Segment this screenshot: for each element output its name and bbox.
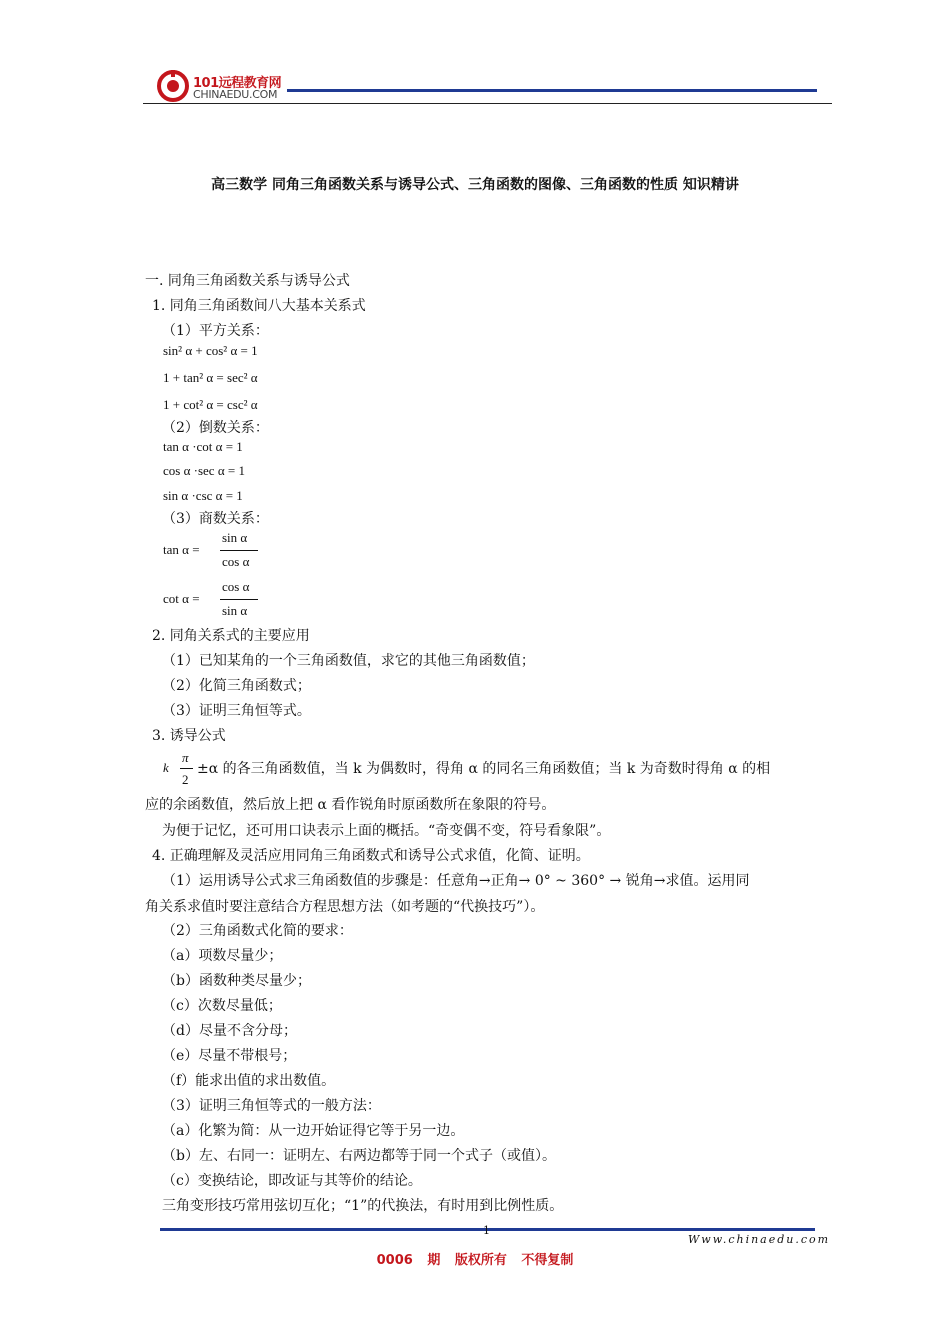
subsection-heading: 2. 同角关系式的主要应用	[152, 628, 310, 644]
formula-k: k	[163, 760, 169, 775]
list-item: （c）次数尽量低；	[162, 998, 282, 1014]
list-item: （a）项数尽量少；	[162, 948, 283, 964]
page-number: 1	[483, 1224, 490, 1237]
list-item: （2）化简三角函数式；	[162, 678, 311, 694]
header-rule	[143, 103, 832, 104]
section-heading: 一. 同角三角函数关系与诱导公式	[145, 273, 350, 289]
logo-text-cn: 101远程教育网	[193, 76, 282, 91]
list-item: （1）已知某角的一个三角函数值，求它的其他三角函数值；	[162, 653, 535, 669]
formula-quotient-tan	[163, 530, 273, 574]
header-rule-blue	[287, 89, 817, 92]
document-title: 高三数学 同角三角函数关系与诱导公式、三角函数的图像、三角函数的性质 知识精讲	[211, 177, 739, 193]
paragraph-line: 为便于记忆，还可用口诀表示上面的概括。“奇变偶不变，符号看象限”。	[162, 823, 611, 839]
subsection-heading: 3. 诱导公式	[152, 728, 226, 744]
item-label: （1）平方关系：	[162, 323, 269, 339]
list-item: （b）左、右同一：证明左、右两边都等于同一个式子（或值）。	[162, 1148, 556, 1164]
formula-lhs: tan α =	[163, 542, 200, 557]
logo-text-en: CHINAEDU.COM	[193, 88, 278, 101]
formula-lhs: cot α =	[163, 591, 200, 606]
formula-induction-prefix	[160, 750, 200, 794]
formula-reciprocal-3: sin α ·csc α = 1	[163, 488, 243, 503]
formula-square-2: 1 + tan² α = sec² α	[163, 370, 258, 385]
formula-denominator: cos α	[222, 554, 250, 569]
list-item: （b）函数种类尽量少；	[162, 973, 311, 989]
paragraph-line: ±α 的各三角函数值，当 k 为偶数时，得角 α 的同名三角函数值；当 k 为奇数时得角 α 的相	[197, 761, 771, 777]
formula-square-3: 1 + cot² α = csc² α	[163, 397, 258, 412]
list-item: （d）尽量不含分母；	[162, 1023, 297, 1039]
paragraph-line: 应的余函数值，然后放上把 α 看作锐角时原函数所在象限的符号。	[145, 797, 556, 813]
formula-reciprocal-2: cos α ·sec α = 1	[163, 463, 245, 478]
list-item: （3）证明三角恒等式。	[162, 703, 311, 719]
fraction-bar	[220, 599, 258, 600]
item-label: （3）商数关系：	[162, 511, 269, 527]
fraction-bar	[220, 550, 258, 551]
item-label: （2）三角函数式化简的要求：	[162, 923, 353, 939]
fraction-bar	[180, 768, 193, 769]
footer-url: Www.chinaedu.com	[688, 1233, 831, 1246]
formula-quotient-cot	[163, 579, 273, 623]
formula-numerator: cos α	[222, 579, 250, 594]
footer-copyright: 0006 期 版权所有 不得复制	[376, 1253, 574, 1268]
formula-square-1: sin² α + cos² α = 1	[163, 343, 258, 358]
list-item: （c）变换结论，即改证与其等价的结论。	[162, 1173, 422, 1189]
logo	[157, 70, 287, 104]
item-label: （2）倒数关系：	[162, 420, 269, 436]
formula-reciprocal-1: tan α ·cot α = 1	[163, 439, 243, 454]
paragraph-line: 三角变形技巧常用弦切互化；“1”的代换法，有时用到比例性质。	[162, 1198, 564, 1214]
formula-numerator: sin α	[222, 530, 248, 545]
subsection-heading: 1. 同角三角函数间八大基本关系式	[152, 298, 366, 314]
formula-denominator: sin α	[222, 603, 248, 618]
paragraph-line: 角关系求值时要注意结合方程思想方法（如考题的“代换技巧”）。	[145, 899, 545, 915]
paragraph-line: （1）运用诱导公式求三角函数值的步骤是：任意角→正角→ 0° ~ 360° → 锐角→求值。运用同	[162, 873, 750, 889]
list-item: （a）化繁为简：从一边开始证得它等于另一边。	[162, 1123, 465, 1139]
list-item: （e）尽量不带根号；	[162, 1048, 297, 1064]
logo-mark-icon	[157, 70, 189, 102]
formula-numerator: π	[182, 750, 189, 765]
formula-denominator: 2	[182, 772, 189, 787]
list-item: （f）能求出值的求出数值。	[162, 1073, 336, 1089]
subsection-heading: 4. 正确理解及灵活应用同角三角函数式和诱导公式求值，化简、证明。	[152, 848, 590, 864]
item-label: （3）证明三角恒等式的一般方法：	[162, 1098, 381, 1114]
